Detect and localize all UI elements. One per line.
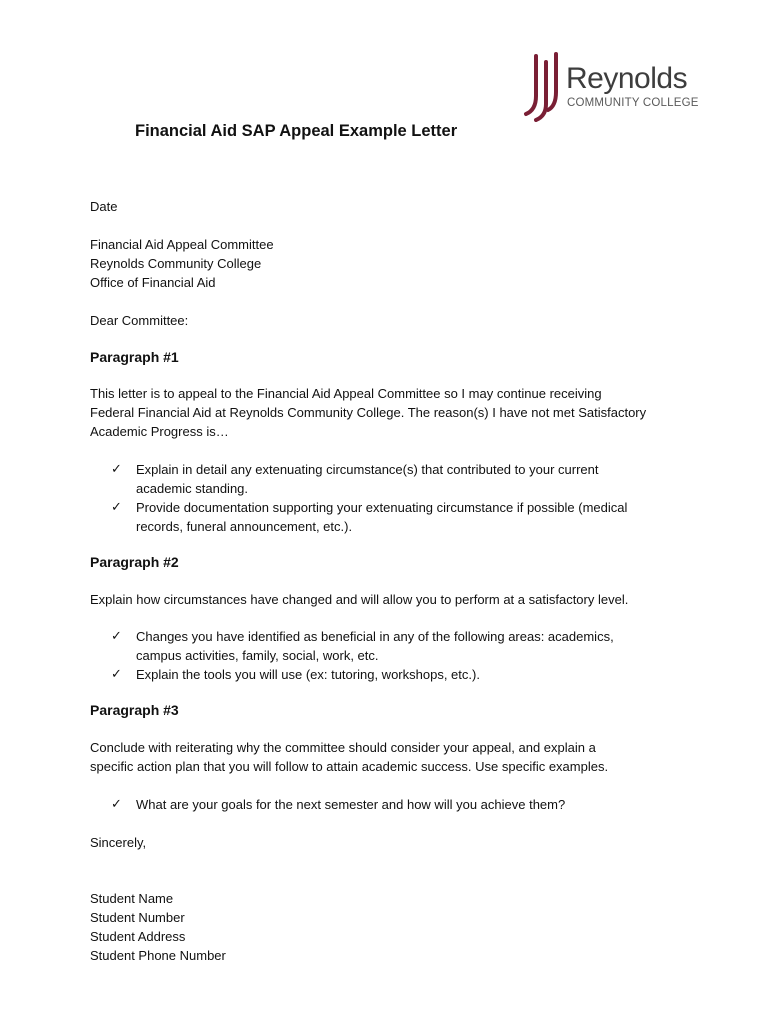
list-item-text: Explain the tools you will use (ex: tutoring, workshops, etc.). xyxy=(136,667,480,682)
checkmark-icon: ✓ xyxy=(111,462,122,477)
checkmark-icon: ✓ xyxy=(111,500,122,515)
paragraph-1-text: This letter is to appeal to the Financial Aid Appeal Committee so I may continue receiving xyxy=(90,386,602,401)
checkmark-icon: ✓ xyxy=(111,667,122,682)
list-item-text: Explain in detail any extenuating circumstance(s) that contributed to your current xyxy=(136,462,599,477)
recipient-line: Reynolds Community College xyxy=(90,256,262,271)
college-logo xyxy=(522,52,699,124)
signature-line: Student Address xyxy=(90,929,186,944)
logo-wordmark: Reynolds xyxy=(566,62,688,95)
checkmark-icon: ✓ xyxy=(111,629,122,644)
college-logo-mark xyxy=(522,52,560,122)
list-item-text: What are your goals for the next semester and how will you achieve them? xyxy=(136,797,566,812)
paragraph-1-text: Academic Progress is… xyxy=(90,424,229,439)
paragraph-3-heading: Paragraph #3 xyxy=(90,702,179,718)
list-item-text: campus activities, family, social, work, etc. xyxy=(136,648,379,663)
salutation: Dear Committee: xyxy=(90,313,189,328)
logo-subtitle: COMMUNITY COLLEGE xyxy=(567,97,699,109)
paragraph-1-text: Federal Financial Aid at Reynolds Community College. The reason(s) I have not met Satisfactory xyxy=(90,405,647,420)
date-label: Date xyxy=(90,199,118,214)
recipient-line: Office of Financial Aid xyxy=(90,275,216,290)
signature-line: Student Phone Number xyxy=(90,948,226,963)
checkmark-icon: ✓ xyxy=(111,797,122,812)
document-title: Financial Aid SAP Appeal Example Letter xyxy=(135,122,458,140)
list-item-text: Changes you have identified as beneficial in any of the following areas: academics, xyxy=(136,629,614,644)
paragraph-3-text: Conclude with reiterating why the committee should consider your appeal, and explain a xyxy=(90,740,596,755)
list-item-text: academic standing. xyxy=(136,481,249,496)
recipient-line: Financial Aid Appeal Committee xyxy=(90,237,274,252)
closing: Sincerely, xyxy=(90,835,147,850)
paragraph-2-text: Explain how circumstances have changed and will allow you to perform at a satisfactory level. xyxy=(90,592,629,607)
paragraph-3-text: specific action plan that you will follow to attain academic success. Use specific examples. xyxy=(90,759,609,774)
signature-line: Student Name xyxy=(90,891,174,906)
list-item-text: Provide documentation supporting your extenuating circumstance if possible (medical xyxy=(136,500,628,515)
paragraph-1-heading: Paragraph #1 xyxy=(90,349,179,365)
signature-line: Student Number xyxy=(90,910,185,925)
paragraph-2-heading: Paragraph #2 xyxy=(90,554,179,570)
list-item-text: records, funeral announcement, etc.). xyxy=(136,519,353,534)
